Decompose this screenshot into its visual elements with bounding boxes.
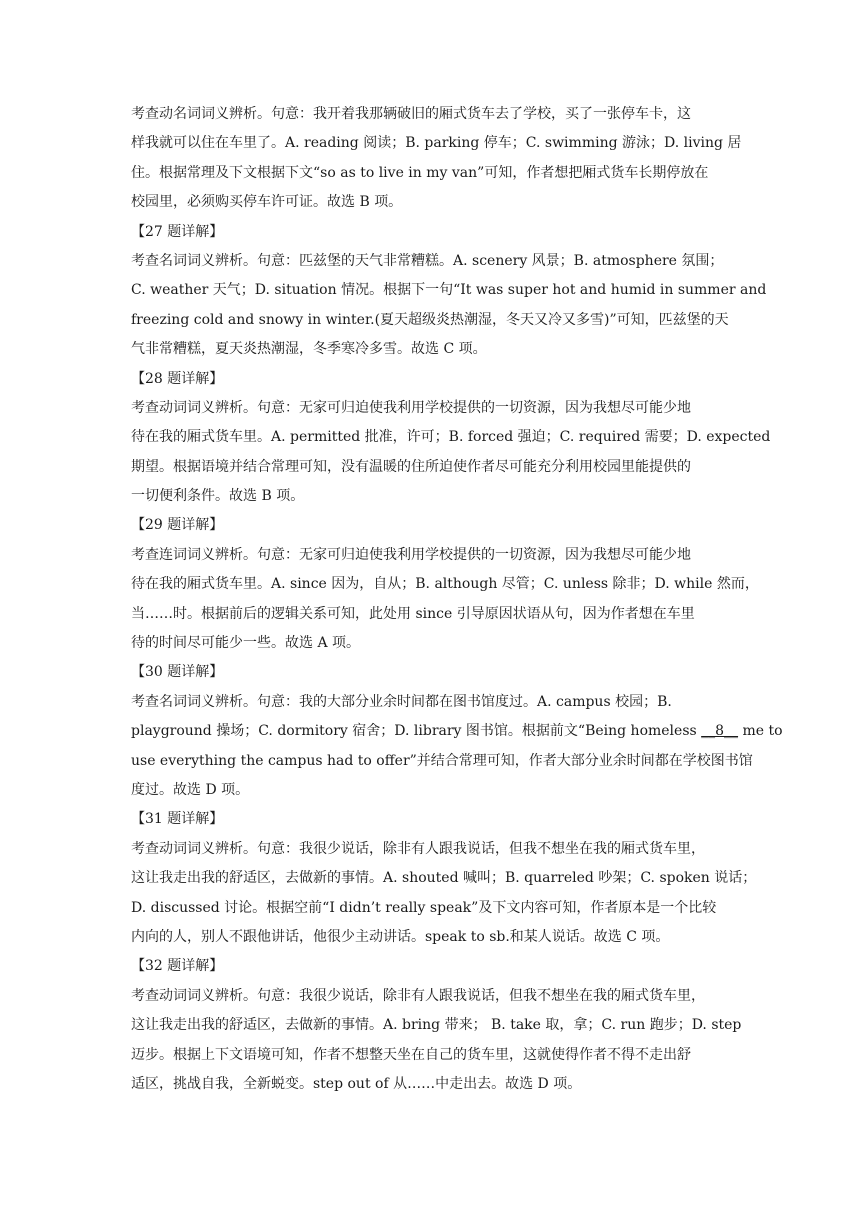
paragraph-line: 待在我的厢式货车里。A. since 因为，自从；B. although 尽管；C. unless 除非；D. while 然而， — [131, 576, 759, 593]
explanation-30 — [131, 658, 783, 805]
paragraph-line: D. discussed 讨论。根据空前“I didn’t really speak”及下文内容可知，作者原本是一个比较 — [131, 899, 717, 916]
section-heading: 【32 题详解】 — [131, 958, 224, 975]
paragraph-line: 考查动词词义辨析。句意：无家可归迫使我利用学校提供的一切资源，因为我想尽可能少地 — [131, 399, 691, 416]
explanation-27 — [131, 218, 767, 365]
paragraph-line: 期望。根据语境并结合常理可知，没有温暖的住所迫使作者尽可能充分利用校园里能提供的 — [131, 458, 691, 475]
explanation-31 — [131, 805, 757, 952]
paragraph-line: 度过。故选 D 项。 — [131, 781, 250, 798]
paragraph-line: 一切便利条件。故选 B 项。 — [131, 488, 305, 505]
paragraph-text: me to — [742, 723, 783, 740]
section-heading: 【28 题详解】 — [131, 370, 224, 387]
paragraph-line: use everything the campus had to offer”并结合常理可知，作者大部分业余时间都在学校图书馆 — [131, 752, 753, 769]
paragraph-line: 考查动名词词义辨析。句意：我开着我那辆破旧的厢式货车去了学校，买了一张停车卡，这 — [131, 106, 691, 122]
document-body — [131, 100, 783, 1099]
section-heading: 【29 题详解】 — [131, 517, 224, 534]
paragraph-line: 气非常糟糕，夏天炎热潮湿，冬季寒冷多雪。故选 C 项。 — [131, 341, 487, 358]
paragraph-line: 考查名词词义辨析。句意：匹兹堡的天气非常糟糕。A. scenery 风景；B. atmosphere 氛围； — [131, 252, 724, 269]
explanation-32 — [131, 952, 742, 1099]
paragraph-line: 考查动词词义辨析。句意：我很少说话，除非有人跟我说话，但我不想坐在我的厢式货车里， — [131, 987, 705, 1004]
paragraph-line: 考查连词词义辨析。句意：无家可归迫使我利用学校提供的一切资源，因为我想尽可能少地 — [131, 546, 691, 563]
section-heading: 【30 题详解】 — [131, 664, 224, 681]
paragraph-line: 这让我走出我的舒适区，去做新的事情。A. bring 带来； B. take 取，拿；C. run 跑步；D. step — [131, 1017, 742, 1034]
paragraph-line: 待的时间尽可能少一些。故选 A 项。 — [131, 635, 361, 652]
explanation-28 — [131, 365, 771, 512]
paragraph-line: freezing cold and snowy in winter.(夏天超级炎热潮湿，冬天又冷又多雪)”可知，匹兹堡的天 — [131, 311, 729, 328]
paragraph-text: playground 操场；C. dormitory 宿舍；D. library 图书馆。根据前文“Being homeless — [131, 723, 697, 740]
paragraph-line: 这让我走出我的舒适区，去做新的事情。A. shouted 喊叫；B. quarreled 吵架；C. spoken 说话； — [131, 870, 757, 887]
explanation-29 — [131, 511, 759, 658]
section-heading: 【27 题详解】 — [131, 223, 224, 240]
paragraph-line: 内向的人，别人不跟他讲话，他很少主动讲话。speak to sb.和某人说话。故选 C 项。 — [131, 928, 670, 945]
paragraph-line: 待在我的厢式货车里。A. permitted 批准，许可；B. forced 强迫；C. required 需要；D. expected — [131, 429, 771, 446]
section-heading: 【31 题详解】 — [131, 811, 224, 828]
blank-marker: __8__ — [701, 723, 739, 740]
paragraph-line: 迈步。根据上下文语境可知，作者不想整天坐在自己的货车里，这就使得作者不得不走出舒 — [131, 1046, 691, 1063]
paragraph-line: 适区，挑战自我，全新蜕变。step out of 从……中走出去。故选 D 项。 — [131, 1075, 582, 1092]
paragraph-line — [131, 717, 783, 746]
paragraph-line: 考查动词词义辨析。句意：我很少说话，除非有人跟我说话，但我不想坐在我的厢式货车里， — [131, 840, 705, 857]
paragraph-line: 校园里，必须购买停车许可证。故选 B 项。 — [131, 194, 403, 211]
paragraph-line: 当……时。根据前后的逻辑关系可知，此处用 since 引导原因状语从句，因为作者想在车里 — [131, 605, 695, 622]
paragraph-line: C. weather 天气；D. situation 情况。根据下一句“It was super hot and humid in summer and — [131, 282, 767, 299]
paragraph-line: 样我就可以住在车里了。A. reading 阅读；B. parking 停车；C. swimming 游泳；D. living 居 — [131, 135, 742, 152]
explanation-26 — [131, 100, 742, 218]
paragraph-line: 考查名词词义辨析。句意：我的大部分业余时间都在图书馆度过。A. campus 校园；B. — [131, 693, 672, 710]
paragraph-line: 住。根据常理及下文根据下文“so as to live in my van”可知，作者想把厢式货车长期停放在 — [131, 164, 709, 181]
